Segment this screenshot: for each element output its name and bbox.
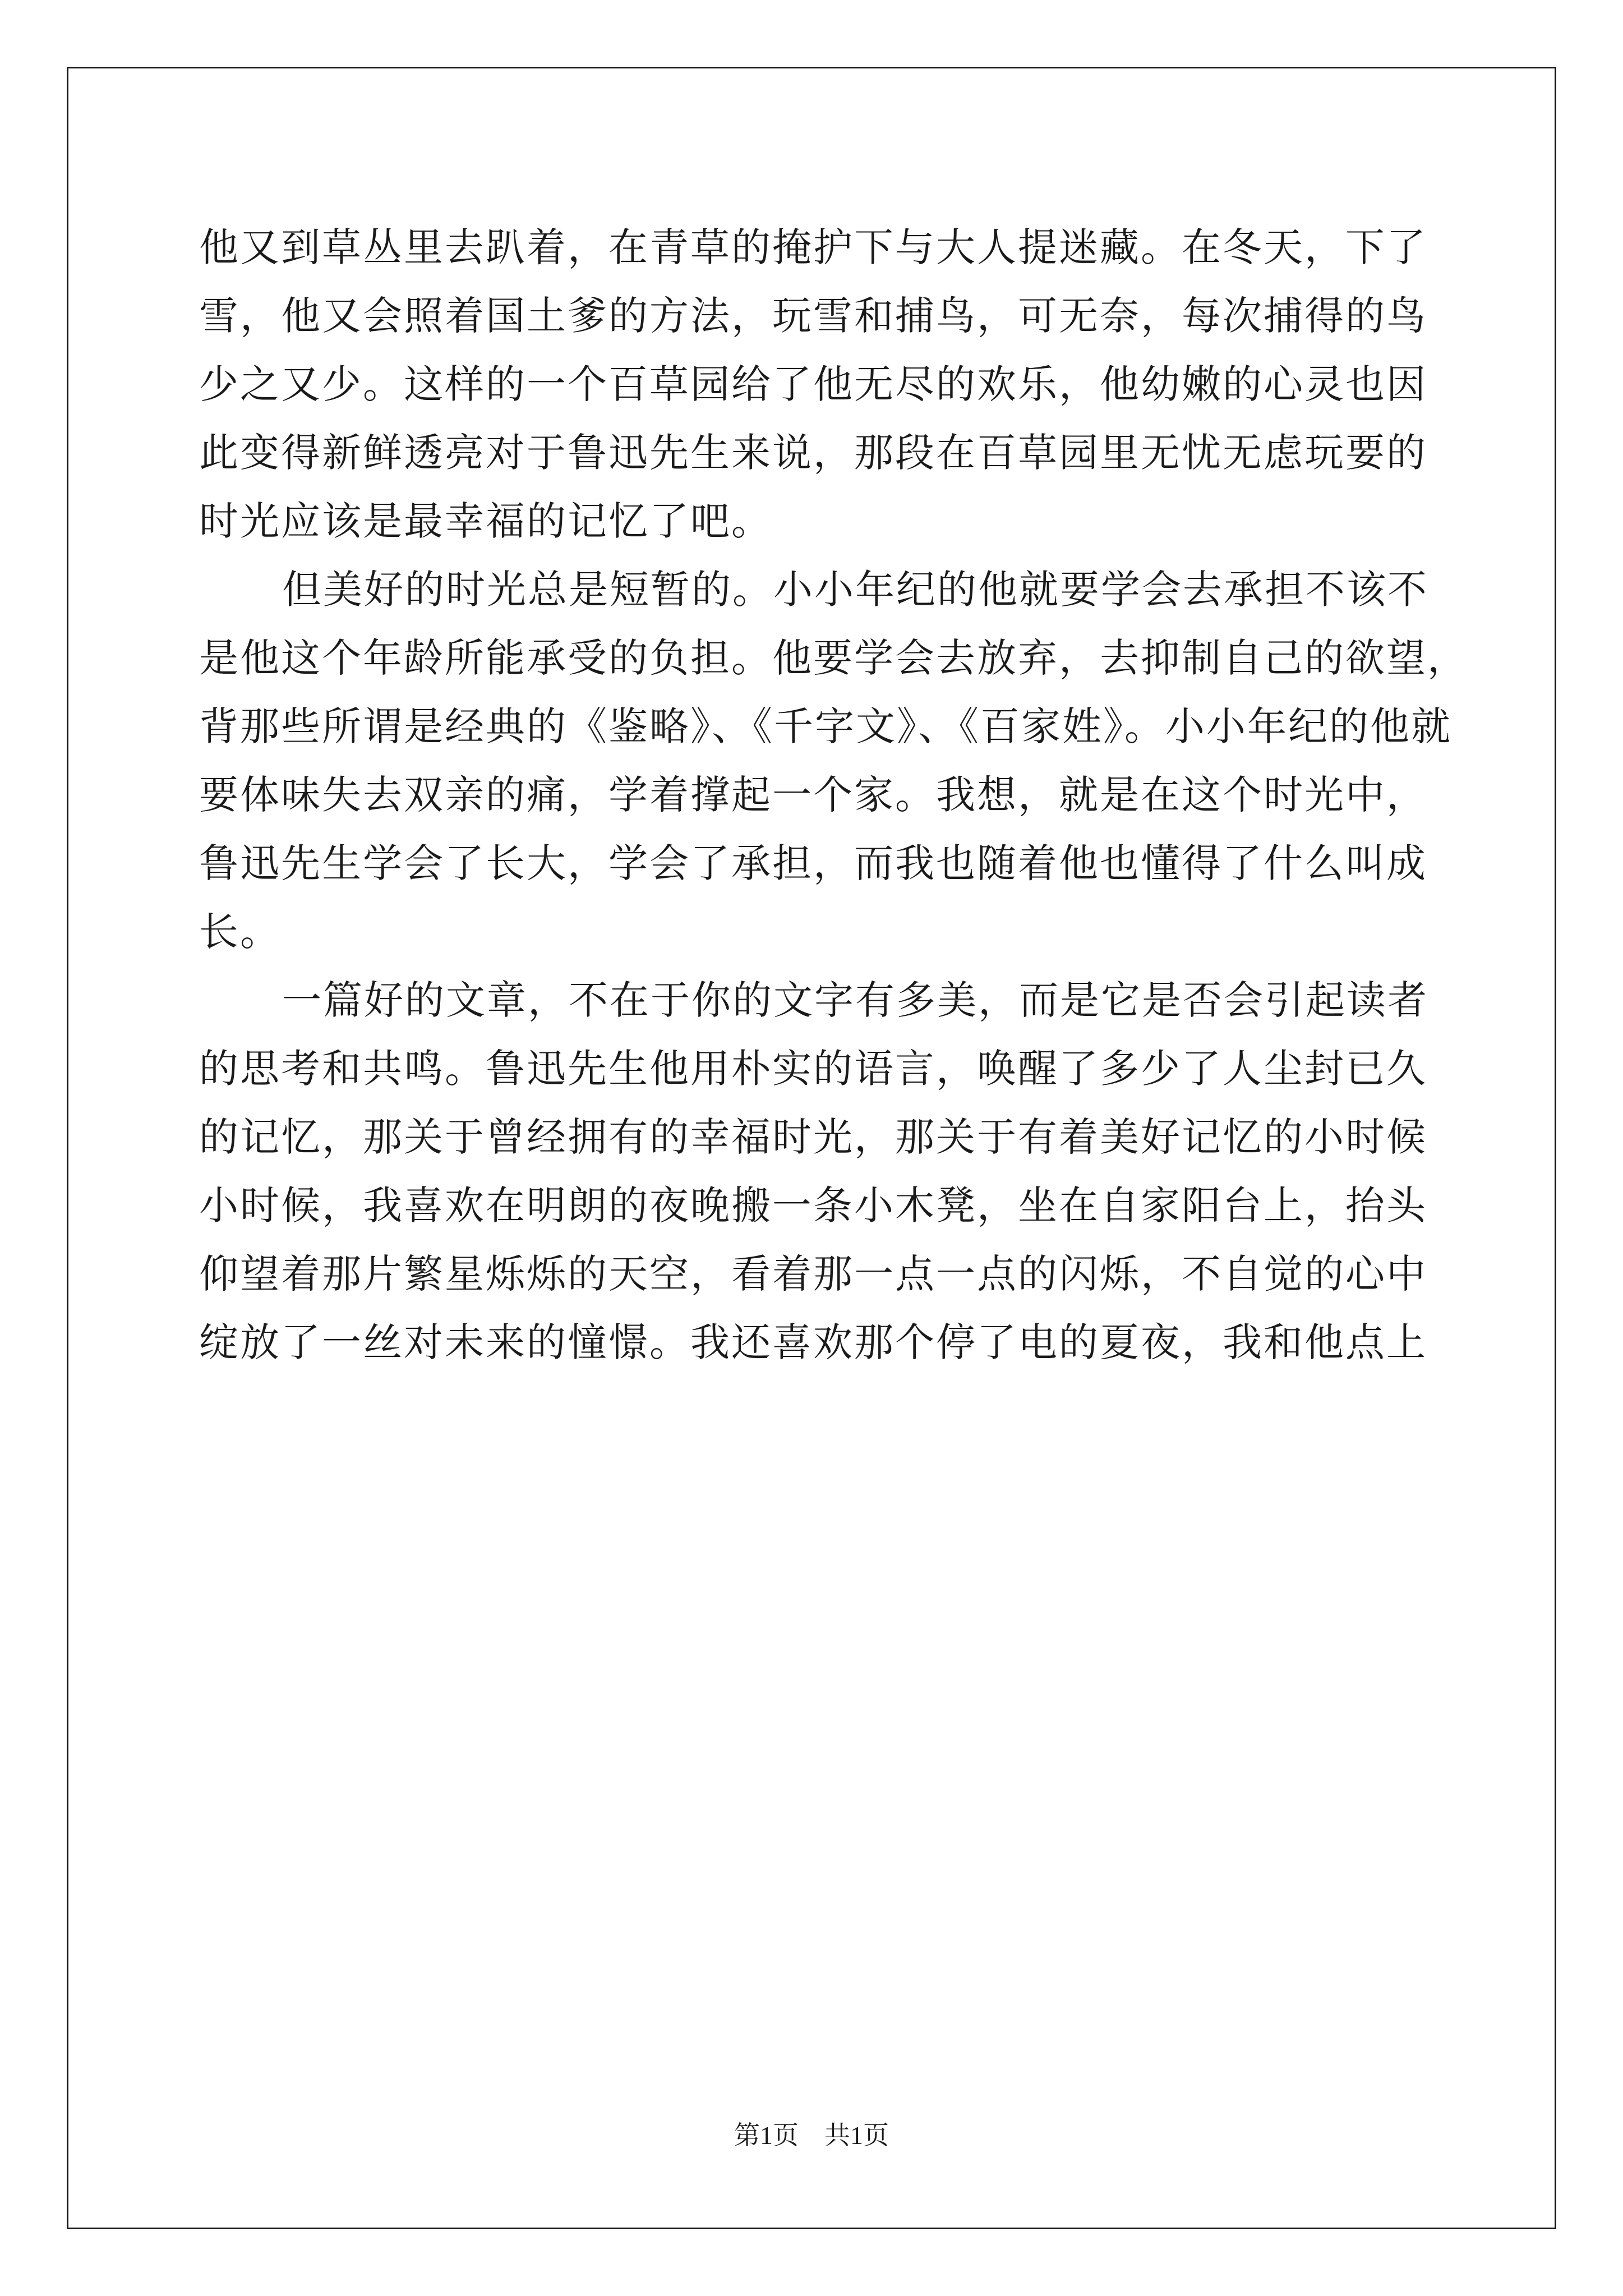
text-line: 绽放了一丝对未来的憧憬。我还喜欢那个停了电的夏夜，我和他点上 (199, 1319, 1427, 1365)
text-line: 一篇好的文章，不在于你的文字有多美，而是它是否会引起读者 (282, 977, 1428, 1023)
text-line: 此变得新鲜透亮对于鲁迅先生来说，那段在百草园里无忧无虑玩要的 (199, 430, 1427, 476)
text-line: 鲁迅先生学会了长大，学会了承担，而我也随着他也懂得了什么叫成 (199, 840, 1427, 886)
text-line: 但美好的时光总是短暂的。小小年纪的他就要学会去承担不该不 (282, 567, 1428, 613)
text-line: 的思考和共鸣。鲁迅先生他用朴实的语言，唤醒了多少了人尘封已久 (199, 1046, 1427, 1092)
text-line: 仰望着那片繁星烁烁的天空，看着那一点一点的闪烁，不自觉的心中 (199, 1251, 1427, 1297)
text-line: 时光应该是最幸福的记忆了吧。 (199, 498, 772, 544)
text-line: 背那些所谓是经典的《鉴略》、《千字文》、《百家姓》。小小年纪的他就 (199, 703, 1452, 749)
text-line: 小时候，我喜欢在明朗的夜晚搬一条小木凳，坐在自家阳台上，抬头 (199, 1182, 1427, 1228)
text-line: 是他这个年龄所能承受的负担。他要学会去放弃，去抑制自己的欲望， (199, 635, 1468, 681)
text-line: 要体味失去双亲的痛，学着撑起一个家。我想，就是在这个时光中， (199, 772, 1427, 818)
document-body (199, 213, 1468, 1377)
text-line: 少之又少。这样的一个百草园给了他无尽的欢乐，他幼嫩的心灵也因 (199, 361, 1427, 407)
text-line: 长。 (199, 909, 281, 955)
text-line: 他又到草丛里去趴着，在青草的掩护下与大人提迷藏。在冬天，下了 (199, 224, 1427, 270)
page-footer: 第1页 共1页 (734, 2121, 889, 2150)
text-line: 的记忆，那关于曾经拥有的幸福时光，那关于有着美好记忆的小时候 (199, 1114, 1427, 1160)
text-line: 雪，他又会照着国土爹的方法，玩雪和捕鸟，可无奈，每次捕得的鸟 (199, 293, 1427, 339)
